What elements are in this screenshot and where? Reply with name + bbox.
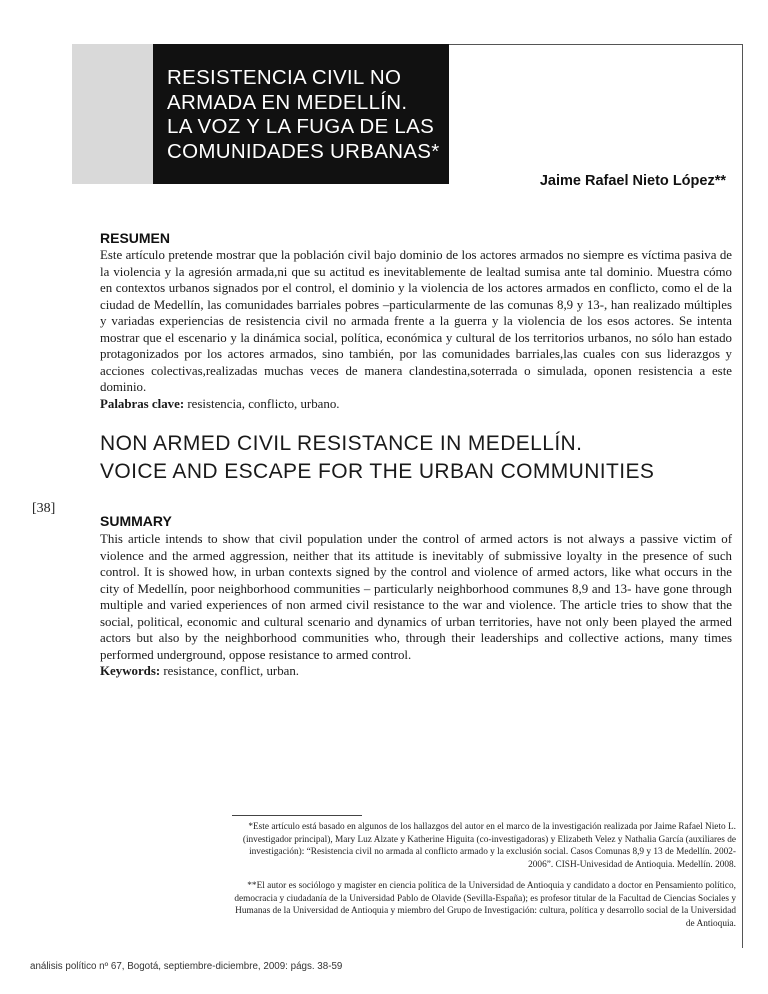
article-title [153,44,449,184]
title-line: LA VOZ Y LA FUGA DE LAS [167,115,435,138]
resumen-keywords: resistencia, conflicto, urbano. [184,396,340,411]
resumen-text: Este artículo pretende mostrar que la población civil bajo dominio de los actores armados no siempre es víctima pasiva de la violencia y la agresión armada,ni que su actitud es inevitablemente de lealtad sumisa ante tal dominio. Muestra cómo en contextos urbanos signados por el control, el dominio y la violencia de los actores armados en conflicto, como el de la ciudad de Medellín, las comunidades barriales pobres –particularmente de las comunas 8,9 y 13-, han realizado múltiples y variadas experiencias de resistencia civil no armada frente a la guerra y la violencia de los esos actores. Se intenta mostrar que el escenario y la dinámica social, política, económica y cultural de los territorios urbanos, no sólo han estado protagonizados por los actores armados, sino también, por las comunidades barriales,las cuales con sus liderazgos y acciones colectivas,realizadas muchas veces de manera clandestina,soterrada o simulada, oponen resistencia a este dominio. [100,248,732,394]
title-line: ARMADA EN MEDELLÍN. [167,90,408,114]
right-frame-rule [742,44,743,948]
footnote-rule [232,815,362,816]
title-line: COMUNIDADES URBANAS* [167,139,440,163]
footnote-2: **El autor es sociólogo y magister en ciencia política de la Universidad de Antioquia y candidato a doctor en Pensamiento político, democracia y ciudadanía de la Universidad Pablo de Olavide (Sevilla-España); es profesor titular de la Facultad de Ciencias Sociales y Humanas de la Universidad de Antioquia y miembro del Grupo de Investigación: cultura, política y desarrollo social de la Universidad de Antioquia. [234,881,736,930]
resumen-keywords-label: Palabras clave: [100,396,185,411]
summary-keywords: resistance, conflict, urban. [160,664,300,678]
page-number: [38] [32,501,56,516]
title-line: RESISTENCIA CIVIL NO [167,66,402,89]
author-name: Jaime Rafael Nieto López** [539,173,726,189]
footnote-1: *Este artículo está basado en algunos de los hallazgos del autor en el marco de la investigación realizada por Jaime Rafael Nieto L. (investigador principal), Mary Luz Alzate y Katherine Higuita (co-investigadoras) y Elizabeth Velez y Nathalia García (auxiliares de investigación): “Resistencia civil no armada al conflicto armado y la exclusión social. Casos Comunas 8,9 y 13 de Medellín. 2002-2006”. CISH-Univesidad de Antioquia. Medellín. 2008. [242,822,736,871]
summary-text: This article intends to show that civil population under the control of armed actors is not always a passive victim of violence and the armed aggression, neither that its attitude is inevitably of submissive loyalty in the presence of such control. It is showed how, in urban contexts signed by the control and violence of armed actors, like what occurs in the city of Medellín, poor neighborhood communities – particularly neighborhood communes 8,9 and 13- have gone through multiple and varied experiences of non armed civil resistance to the war and violence. The article tries to show that the social, political, economic and cultural scenario and dynamics of urban territories, have not only been played the armed actors but also by the neighborhood communities who, through their leaderships and collective actions, many times performed underground, oppose resistance to armed control. [100,532,732,662]
english-title-line: NON ARMED CIVIL RESISTANCE IN MEDELLÍN. [100,432,583,455]
gray-accent-block [72,44,153,184]
journal-citation: análisis político nº 67, Bogotá, septiembre-diciembre, 2009: págs. 38-59 [30,961,343,972]
english-title [100,430,654,486]
top-frame-rule [449,44,743,45]
summary-body [100,531,732,680]
summary-heading: SUMMARY [100,513,172,529]
resumen-heading: RESUMEN [100,230,171,246]
resumen-body [100,247,732,412]
english-title-line: VOICE AND ESCAPE FOR THE URBAN COMMUNITIES [100,460,655,483]
summary-keywords-label: Keywords: [100,664,161,678]
